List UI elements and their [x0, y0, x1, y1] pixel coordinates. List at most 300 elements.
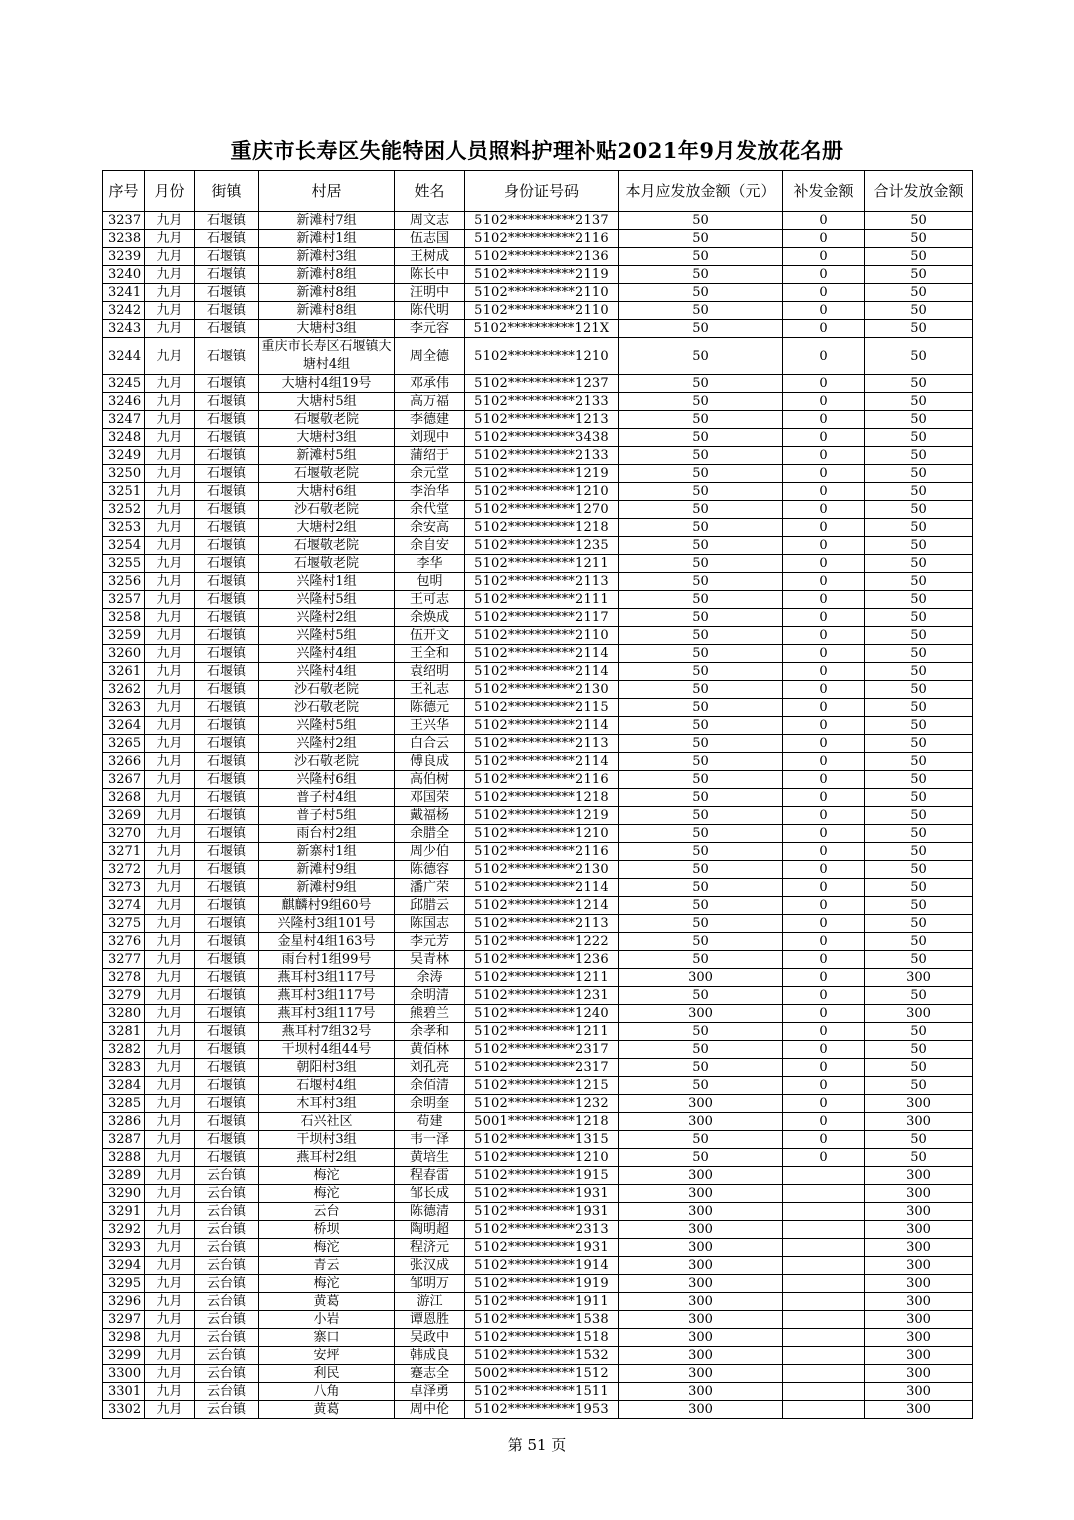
id-number-cell: 5102**********2113 [465, 573, 619, 591]
total-amount-cell: 50 [865, 987, 973, 1005]
amount-due-cell: 50 [619, 429, 783, 447]
header-month: 月份 [145, 171, 195, 212]
serial-cell: 3241 [103, 284, 145, 302]
town-cell: 云台镇 [195, 1401, 259, 1419]
back-pay-cell: 0 [783, 1149, 865, 1167]
page-title: 重庆市长寿区失能特困人员照料护理补贴2021年9月发放花名册 [230, 138, 844, 163]
amount-due-cell: 50 [619, 537, 783, 555]
total-amount-cell: 300 [865, 1383, 973, 1401]
total-amount-cell: 50 [865, 861, 973, 879]
back-pay-cell: 0 [783, 1005, 865, 1023]
month-cell: 九月 [145, 951, 195, 969]
month-cell: 九月 [145, 717, 195, 735]
name-cell: 王全和 [395, 645, 465, 663]
village-cell: 雨台村1组99号 [259, 951, 395, 969]
month-cell: 九月 [145, 627, 195, 645]
serial-cell: 3252 [103, 501, 145, 519]
month-cell: 九月 [145, 1365, 195, 1383]
town-cell: 云台镇 [195, 1293, 259, 1311]
table-row [103, 681, 973, 699]
village-cell: 八角 [259, 1383, 395, 1401]
header-name: 姓名 [395, 171, 465, 212]
name-cell: 李德建 [395, 411, 465, 429]
back-pay-cell: 0 [783, 393, 865, 411]
serial-cell: 3273 [103, 879, 145, 897]
town-cell: 石堰镇 [195, 501, 259, 519]
town-cell: 石堰镇 [195, 248, 259, 266]
amount-due-cell: 50 [619, 681, 783, 699]
table-row [103, 447, 973, 465]
serial-cell: 3295 [103, 1275, 145, 1293]
amount-due-cell: 50 [619, 465, 783, 483]
total-amount-cell: 50 [865, 717, 973, 735]
id-number-cell: 5102**********2115 [465, 699, 619, 717]
month-cell: 九月 [145, 753, 195, 771]
month-cell: 九月 [145, 1221, 195, 1239]
serial-cell: 3269 [103, 807, 145, 825]
town-cell: 石堰镇 [195, 987, 259, 1005]
back-pay-cell: 0 [783, 663, 865, 681]
town-cell: 石堰镇 [195, 663, 259, 681]
table-row [103, 645, 973, 663]
serial-cell: 3294 [103, 1257, 145, 1275]
serial-cell: 3285 [103, 1095, 145, 1113]
table-row [103, 1095, 973, 1113]
month-cell: 九月 [145, 969, 195, 987]
month-cell: 九月 [145, 1023, 195, 1041]
back-pay-cell: 0 [783, 212, 865, 230]
header-village: 村居 [259, 171, 395, 212]
month-cell: 九月 [145, 519, 195, 537]
serial-cell: 3281 [103, 1023, 145, 1041]
serial-cell: 3277 [103, 951, 145, 969]
table-row [103, 843, 973, 861]
month-cell: 九月 [145, 411, 195, 429]
month-cell: 九月 [145, 555, 195, 573]
amount-due-cell: 50 [619, 915, 783, 933]
back-pay-cell: 0 [783, 915, 865, 933]
back-pay-cell [783, 1257, 865, 1275]
total-amount-cell: 50 [865, 230, 973, 248]
serial-cell: 3272 [103, 861, 145, 879]
name-cell: 伍志国 [395, 230, 465, 248]
month-cell: 九月 [145, 915, 195, 933]
id-number-cell: 5102**********1315 [465, 1131, 619, 1149]
town-cell: 石堰镇 [195, 591, 259, 609]
name-cell: 苟建 [395, 1113, 465, 1131]
month-cell: 九月 [145, 429, 195, 447]
header-town: 街镇 [195, 171, 259, 212]
name-cell: 余自安 [395, 537, 465, 555]
town-cell: 石堰镇 [195, 519, 259, 537]
village-cell: 兴隆村4组 [259, 663, 395, 681]
month-cell: 九月 [145, 212, 195, 230]
back-pay-cell: 0 [783, 807, 865, 825]
total-amount-cell: 300 [865, 969, 973, 987]
id-number-cell: 5102**********1210 [465, 483, 619, 501]
amount-due-cell: 50 [619, 393, 783, 411]
month-cell: 九月 [145, 393, 195, 411]
village-cell: 普子村5组 [259, 807, 395, 825]
town-cell: 石堰镇 [195, 1131, 259, 1149]
table-row [103, 519, 973, 537]
amount-due-cell: 50 [619, 338, 783, 375]
table-row [103, 338, 973, 375]
back-pay-cell: 0 [783, 1131, 865, 1149]
village-cell: 黄葛 [259, 1293, 395, 1311]
name-cell: 周全德 [395, 338, 465, 375]
back-pay-cell: 0 [783, 933, 865, 951]
town-cell: 石堰镇 [195, 1059, 259, 1077]
total-amount-cell: 50 [865, 1131, 973, 1149]
name-cell: 余佰清 [395, 1077, 465, 1095]
id-number-cell: 5102**********2117 [465, 609, 619, 627]
total-amount-cell: 50 [865, 483, 973, 501]
month-cell: 九月 [145, 447, 195, 465]
id-number-cell: 5102**********1915 [465, 1167, 619, 1185]
table-row [103, 393, 973, 411]
id-number-cell: 5102**********1219 [465, 465, 619, 483]
id-number-cell: 5102**********2133 [465, 393, 619, 411]
name-cell: 熊碧兰 [395, 1005, 465, 1023]
id-number-cell: 5102**********1511 [465, 1383, 619, 1401]
month-cell: 九月 [145, 1095, 195, 1113]
name-cell: 陈德容 [395, 861, 465, 879]
name-cell: 陶明超 [395, 1221, 465, 1239]
name-cell: 邹明万 [395, 1275, 465, 1293]
name-cell: 陈长中 [395, 266, 465, 284]
total-amount-cell: 300 [865, 1401, 973, 1419]
village-cell: 新滩村1组 [259, 230, 395, 248]
amount-due-cell: 50 [619, 843, 783, 861]
village-cell: 青云 [259, 1257, 395, 1275]
serial-cell: 3264 [103, 717, 145, 735]
serial-cell: 3284 [103, 1077, 145, 1095]
table-row [103, 771, 973, 789]
table-row [103, 320, 973, 338]
table-row [103, 735, 973, 753]
name-cell: 包明 [395, 573, 465, 591]
village-cell: 麒麟村9组60号 [259, 897, 395, 915]
month-cell: 九月 [145, 987, 195, 1005]
serial-cell: 3275 [103, 915, 145, 933]
village-cell: 燕耳村3组117号 [259, 987, 395, 1005]
amount-due-cell: 300 [619, 1221, 783, 1239]
total-amount-cell: 50 [865, 807, 973, 825]
table-row [103, 825, 973, 843]
table-row [103, 1203, 973, 1221]
month-cell: 九月 [145, 807, 195, 825]
serial-cell: 3248 [103, 429, 145, 447]
name-cell: 余代堂 [395, 501, 465, 519]
table-row [103, 1365, 973, 1383]
serial-cell: 3289 [103, 1167, 145, 1185]
amount-due-cell: 300 [619, 1329, 783, 1347]
month-cell: 九月 [145, 1401, 195, 1419]
town-cell: 石堰镇 [195, 1095, 259, 1113]
village-cell: 兴隆村6组 [259, 771, 395, 789]
town-cell: 石堰镇 [195, 393, 259, 411]
back-pay-cell: 0 [783, 537, 865, 555]
village-cell: 普子村4组 [259, 789, 395, 807]
village-cell: 新滩村8组 [259, 284, 395, 302]
name-cell: 王礼志 [395, 681, 465, 699]
back-pay-cell: 0 [783, 699, 865, 717]
month-cell: 九月 [145, 501, 195, 519]
village-cell: 兴隆村5组 [259, 627, 395, 645]
back-pay-cell: 0 [783, 1041, 865, 1059]
id-number-cell: 5102**********2113 [465, 915, 619, 933]
id-number-cell: 5001**********1218 [465, 1113, 619, 1131]
total-amount-cell: 50 [865, 248, 973, 266]
back-pay-cell [783, 1383, 865, 1401]
month-cell: 九月 [145, 591, 195, 609]
name-cell: 陈德清 [395, 1203, 465, 1221]
serial-cell: 3266 [103, 753, 145, 771]
village-cell: 新滩村7组 [259, 212, 395, 230]
village-cell: 木耳村3组 [259, 1095, 395, 1113]
back-pay-cell: 0 [783, 1059, 865, 1077]
amount-due-cell: 50 [619, 699, 783, 717]
amount-due-cell: 50 [619, 825, 783, 843]
amount-due-cell: 50 [619, 789, 783, 807]
town-cell: 石堰镇 [195, 1041, 259, 1059]
total-amount-cell: 50 [865, 375, 973, 393]
id-number-cell: 5102**********1931 [465, 1239, 619, 1257]
town-cell: 石堰镇 [195, 861, 259, 879]
town-cell: 石堰镇 [195, 789, 259, 807]
total-amount-cell: 300 [865, 1221, 973, 1239]
month-cell: 九月 [145, 1113, 195, 1131]
total-amount-cell: 50 [865, 897, 973, 915]
table-header-row [103, 171, 973, 212]
serial-cell: 3259 [103, 627, 145, 645]
month-cell: 九月 [145, 338, 195, 375]
id-number-cell: 5102**********1231 [465, 987, 619, 1005]
back-pay-cell: 0 [783, 266, 865, 284]
table-row [103, 951, 973, 969]
back-pay-cell: 0 [783, 843, 865, 861]
amount-due-cell: 300 [619, 1275, 783, 1293]
village-cell: 石兴社区 [259, 1113, 395, 1131]
town-cell: 石堰镇 [195, 1077, 259, 1095]
name-cell: 韦一泽 [395, 1131, 465, 1149]
total-amount-cell: 50 [865, 501, 973, 519]
back-pay-cell [783, 1221, 865, 1239]
back-pay-cell: 0 [783, 825, 865, 843]
town-cell: 云台镇 [195, 1221, 259, 1239]
total-amount-cell: 50 [865, 681, 973, 699]
id-number-cell: 5102**********1953 [465, 1401, 619, 1419]
table-row [103, 663, 973, 681]
table-row [103, 1275, 973, 1293]
name-cell: 刘现中 [395, 429, 465, 447]
id-number-cell: 5102**********1919 [465, 1275, 619, 1293]
town-cell: 云台镇 [195, 1257, 259, 1275]
page-number: 第 51 页 [507, 1436, 567, 1454]
serial-cell: 3282 [103, 1041, 145, 1059]
village-cell: 新滩村5组 [259, 447, 395, 465]
village-cell: 石堰村4组 [259, 1077, 395, 1095]
id-number-cell: 5102**********1219 [465, 807, 619, 825]
month-cell: 九月 [145, 1005, 195, 1023]
total-amount-cell: 300 [865, 1275, 973, 1293]
serial-cell: 3280 [103, 1005, 145, 1023]
back-pay-cell: 0 [783, 627, 865, 645]
id-number-cell: 5102**********2317 [465, 1041, 619, 1059]
village-cell: 燕耳村3组117号 [259, 969, 395, 987]
amount-due-cell: 50 [619, 483, 783, 501]
name-cell: 邱腊云 [395, 897, 465, 915]
village-cell: 黄葛 [259, 1401, 395, 1419]
total-amount-cell: 50 [865, 519, 973, 537]
name-cell: 高伯树 [395, 771, 465, 789]
id-number-cell: 5102**********2116 [465, 843, 619, 861]
id-number-cell: 5102**********2114 [465, 663, 619, 681]
village-cell: 兴隆村2组 [259, 735, 395, 753]
serial-cell: 3239 [103, 248, 145, 266]
village-cell: 燕耳村2组 [259, 1149, 395, 1167]
month-cell: 九月 [145, 1131, 195, 1149]
name-cell: 戴福杨 [395, 807, 465, 825]
back-pay-cell: 0 [783, 897, 865, 915]
town-cell: 石堰镇 [195, 699, 259, 717]
amount-due-cell: 50 [619, 987, 783, 1005]
town-cell: 石堰镇 [195, 375, 259, 393]
table-row [103, 1167, 973, 1185]
village-cell: 石堰敬老院 [259, 411, 395, 429]
total-amount-cell: 50 [865, 735, 973, 753]
name-cell: 余腊全 [395, 825, 465, 843]
total-amount-cell: 300 [865, 1347, 973, 1365]
amount-due-cell: 300 [619, 1113, 783, 1131]
village-cell: 大塘村2组 [259, 519, 395, 537]
amount-due-cell: 50 [619, 1059, 783, 1077]
name-cell: 张汉成 [395, 1257, 465, 1275]
village-cell: 兴隆村5组 [259, 717, 395, 735]
village-cell: 新滩村9组 [259, 861, 395, 879]
back-pay-cell: 0 [783, 645, 865, 663]
serial-cell: 3292 [103, 1221, 145, 1239]
amount-due-cell: 50 [619, 771, 783, 789]
amount-due-cell: 50 [619, 753, 783, 771]
amount-due-cell: 50 [619, 717, 783, 735]
serial-cell: 3237 [103, 212, 145, 230]
serial-cell: 3265 [103, 735, 145, 753]
back-pay-cell: 0 [783, 771, 865, 789]
serial-cell: 3278 [103, 969, 145, 987]
total-amount-cell: 50 [865, 573, 973, 591]
village-cell: 沙石敬老院 [259, 681, 395, 699]
town-cell: 石堰镇 [195, 645, 259, 663]
town-cell: 石堰镇 [195, 681, 259, 699]
village-cell: 燕耳村3组117号 [259, 1005, 395, 1023]
total-amount-cell: 300 [865, 1311, 973, 1329]
table-row [103, 1311, 973, 1329]
name-cell: 蹇志全 [395, 1365, 465, 1383]
id-number-cell: 5102**********1211 [465, 969, 619, 987]
town-cell: 石堰镇 [195, 843, 259, 861]
village-cell: 梅沱 [259, 1185, 395, 1203]
back-pay-cell: 0 [783, 483, 865, 501]
back-pay-cell [783, 1185, 865, 1203]
month-cell: 九月 [145, 573, 195, 591]
total-amount-cell: 50 [865, 951, 973, 969]
id-number-cell: 5102**********2130 [465, 861, 619, 879]
serial-cell: 3302 [103, 1401, 145, 1419]
town-cell: 石堰镇 [195, 1113, 259, 1131]
id-number-cell: 5102**********2114 [465, 645, 619, 663]
id-number-cell: 5102**********1232 [465, 1095, 619, 1113]
serial-cell: 3299 [103, 1347, 145, 1365]
name-cell: 陈代明 [395, 302, 465, 320]
amount-due-cell: 300 [619, 1005, 783, 1023]
table-row [103, 969, 973, 987]
table-row [103, 1005, 973, 1023]
month-cell: 九月 [145, 735, 195, 753]
id-number-cell: 5102**********3438 [465, 429, 619, 447]
total-amount-cell: 50 [865, 699, 973, 717]
id-number-cell: 5102**********1931 [465, 1185, 619, 1203]
month-cell: 九月 [145, 320, 195, 338]
month-cell: 九月 [145, 1167, 195, 1185]
total-amount-cell: 50 [865, 591, 973, 609]
table-row [103, 753, 973, 771]
header-id-number: 身份证号码 [465, 171, 619, 212]
serial-cell: 3287 [103, 1131, 145, 1149]
village-cell: 朝阳村3组 [259, 1059, 395, 1077]
back-pay-cell: 0 [783, 429, 865, 447]
village-cell: 石堰敬老院 [259, 537, 395, 555]
month-cell: 九月 [145, 1275, 195, 1293]
table-row [103, 1347, 973, 1365]
town-cell: 石堰镇 [195, 447, 259, 465]
id-number-cell: 5102**********1914 [465, 1257, 619, 1275]
id-number-cell: 5102**********1236 [465, 951, 619, 969]
town-cell: 石堰镇 [195, 212, 259, 230]
table-row [103, 1401, 973, 1419]
amount-due-cell: 50 [619, 248, 783, 266]
id-number-cell: 5102**********1911 [465, 1293, 619, 1311]
town-cell: 石堰镇 [195, 807, 259, 825]
village-cell: 沙石敬老院 [259, 501, 395, 519]
total-amount-cell: 300 [865, 1365, 973, 1383]
table-row [103, 1221, 973, 1239]
village-cell: 云台 [259, 1203, 395, 1221]
total-amount-cell: 300 [865, 1095, 973, 1113]
name-cell: 陈德元 [395, 699, 465, 717]
village-cell: 兴隆村1组 [259, 573, 395, 591]
name-cell: 余焕成 [395, 609, 465, 627]
name-cell: 周中伦 [395, 1401, 465, 1419]
back-pay-cell: 0 [783, 320, 865, 338]
id-number-cell: 5102**********1240 [465, 1005, 619, 1023]
roster-table [102, 170, 973, 1419]
id-number-cell: 5102**********2313 [465, 1221, 619, 1239]
id-number-cell: 5102**********2111 [465, 591, 619, 609]
id-number-cell: 5102**********2110 [465, 627, 619, 645]
name-cell: 黄培生 [395, 1149, 465, 1167]
id-number-cell: 5102**********1210 [465, 1149, 619, 1167]
serial-cell: 3274 [103, 897, 145, 915]
name-cell: 王兴华 [395, 717, 465, 735]
name-cell: 李治华 [395, 483, 465, 501]
amount-due-cell: 50 [619, 519, 783, 537]
name-cell: 余明清 [395, 987, 465, 1005]
total-amount-cell: 50 [865, 1023, 973, 1041]
serial-cell: 3300 [103, 1365, 145, 1383]
village-cell: 小岩 [259, 1311, 395, 1329]
